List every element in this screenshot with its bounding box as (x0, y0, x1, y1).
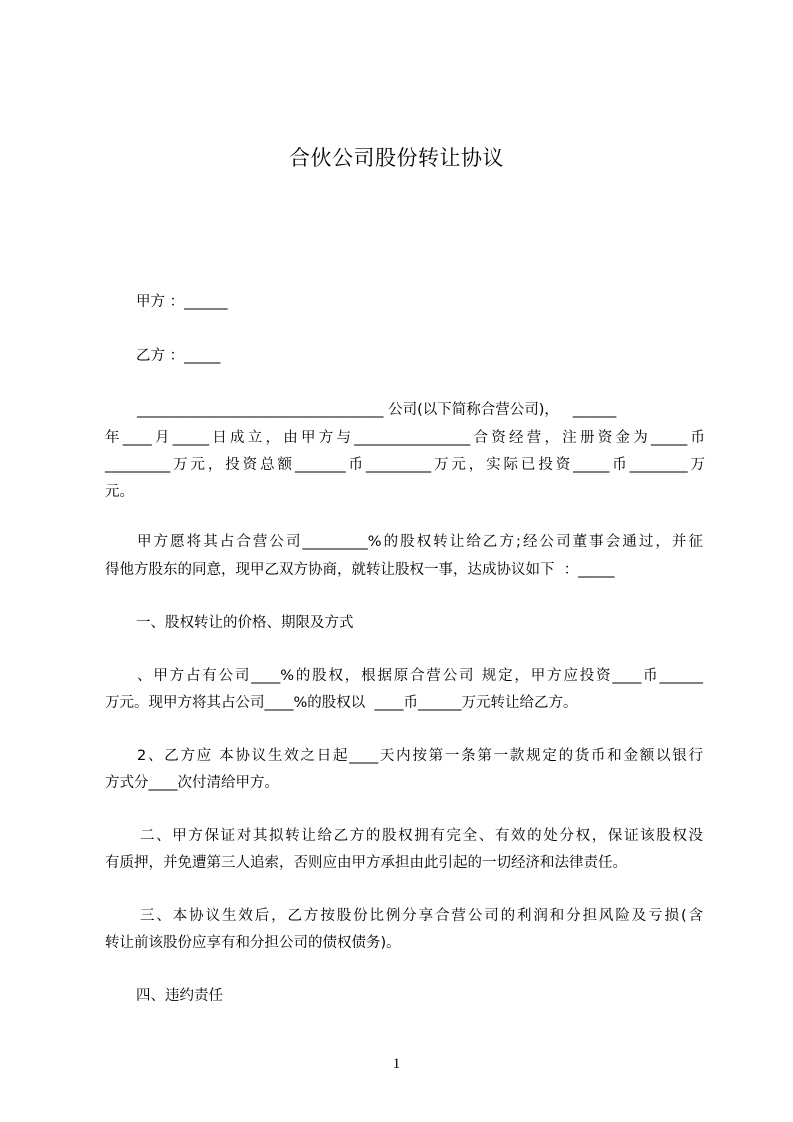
section-4-heading: 四、违约责任 (136, 988, 223, 1004)
intro-line-2: 年____月_____日成立，由甲方与________________合资经营，注册资金为_____币 (105, 430, 705, 446)
clause-1-line-2: 万元。现甲方将其占公司____%的股权以 ____币______万元转让给乙方。 (105, 695, 578, 711)
agreement-line-2: 得他方股东的同意，现甲乙双方协商，就转让股权一事，达成协议如下 ：_____ (105, 562, 615, 578)
party-b-line: 乙方 ：_____ (136, 348, 221, 364)
clause-2-line-2: 方式分____次付清给甲方。 (105, 775, 279, 791)
clause-1-line-1: 、甲方占有公司____%的股权，根据原合营公司 规定，甲方应投资____币______ (137, 668, 703, 684)
page-number: 1 (392, 1056, 401, 1072)
party-a-line: 甲方 ：______ (136, 294, 228, 310)
agreement-line-1: 甲方愿将其占合营公司_________%的股权转让给乙方;经公司董事会通过，并征 (137, 534, 703, 550)
clause-2-line-1: 2、乙方应 本协议生效之日起____天内按第一条第一款规定的货币和金额以银行 (137, 748, 703, 764)
section-1-heading: 一、股权转让的价格、期限及方式 (136, 615, 354, 631)
section-2-line-2: 有质押，并免遭第三人追索，否则应由甲方承担由此引起的一切经济和法律责任。 (105, 855, 627, 871)
intro-line-4: 元。 (105, 484, 134, 500)
section-3-line-2: 转让前该股份应享有和分担公司的债权债务)。 (105, 935, 401, 951)
section-3-line-1: 三、本协议生效后，乙方按股份比例分享合营公司的利润和分担风险及亏损(含 (140, 908, 703, 924)
section-2-line-1: 二、甲方保证对其拟转让给乙方的股权拥有完全、有效的处分权，保证该股权没 (140, 828, 703, 844)
intro-line-1: __________________________________ 公司(以下简称合营公司)， ______ (137, 402, 617, 418)
document-title: 合伙公司股份转让协议 (289, 146, 504, 170)
intro-line-3: _________万元，投资总额_______币_________万元，实际已投资_____币________万 (105, 457, 705, 473)
